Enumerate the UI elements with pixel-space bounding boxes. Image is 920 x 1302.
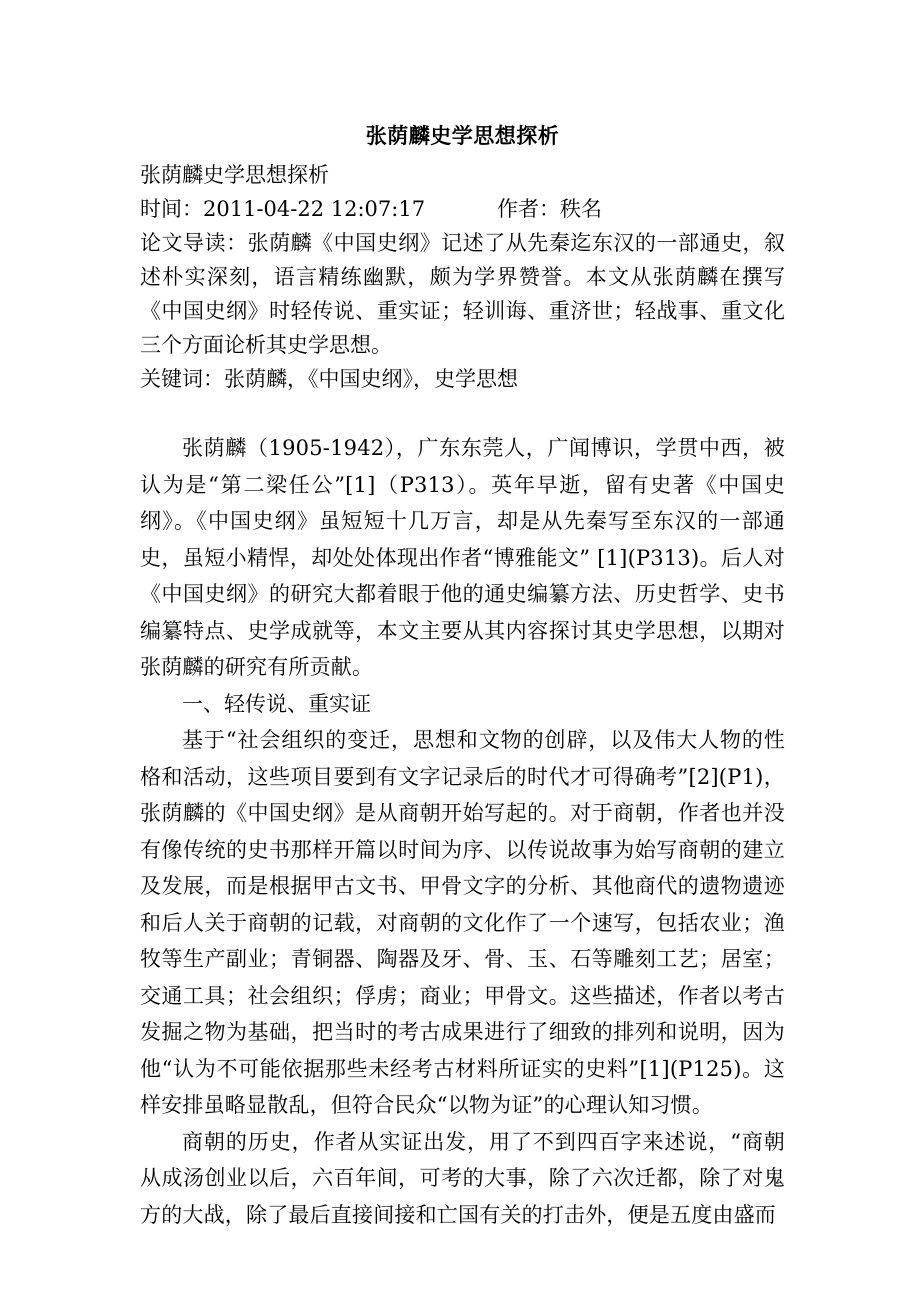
document-subtitle: 张荫麟史学思想探析: [140, 163, 329, 187]
spacer: [140, 396, 785, 430]
publish-time: 时间：2011-04-22 12:07:17: [140, 197, 426, 221]
meta-row: [140, 192, 785, 226]
intro-paragraph: 张荫麟（1905-1942），广东东莞人，广闻博识，学贯中西，被认为是“第二梁任公”[1]（P313）。英年早逝，留有史著《中国史纲》。《中国史纲》虽短短十几万言，却是从先秦写至东汉的一部通史，虽短小精悍，却处处体现出作者“博雅能文” [1](P313)。后人对《中国史纲》的研究大都着眼于他的通史编纂方法、历史哲学、史书编纂特点、史学成就等，本文主要从其内容探讨其史学思想，以期对张荫麟的研究有所贡献。: [140, 436, 785, 679]
document-page: [140, 118, 785, 1233]
section-heading: 一、轻传说、重实证: [182, 691, 371, 716]
keywords: 关键词：张荫麟，《中国史纲》，史学思想: [140, 367, 518, 391]
abstract: 论文导读：张荫麟《中国史纲》记述了从先秦迄东汉的一部通史，叙述朴实深刻，语言精练幽默，颇为学界赞誉。本文从张荫麟在撰写《中国史纲》时轻传说、重实证；轻训诲、重济世；轻战事、重文化三个方面论析其史学思想。: [140, 231, 785, 357]
document-title: 张荫麟史学思想探析: [365, 124, 560, 148]
author: 作者：秩名: [497, 197, 602, 221]
body-paragraph: 基于“社会组织的变迁，思想和文物的创辟，以及伟大人物的性格和活动，这些项目要到有文字记录后的时代才可得确考”[2](P1)，张荫麟的《中国史纲》是从商朝开始写起的。对于商朝，作者也并没有像传统的史书那样开篇以时间为序、以传说故事为始写商朝的建立及发展，而是根据甲古文书、甲骨文字的分析、其他商代的遗物遗迹和后人关于商朝的记载，对商朝的文化作了一个速写，包括农业；渔牧等生产副业；青铜器、陶器及牙、骨、玉、石等雕刻工艺；居室；交通工具；社会组织；俘虏；商业；甲骨文。这些描述，作者以考古发掘之物为基础，把当时的考古成果进行了细致的排列和说明，因为他“认为不可能依据那些未经考古材料所证实的史料”[1](P125)。这样安排虽略显散乱，但符合民众“以物为证”的心理认知习惯。: [140, 728, 785, 1117]
body-paragraph: 商朝的历史，作者从实证出发，用了不到四百字来述说，“商朝从成汤创业以后，六百年间，可考的大事，除了六次迁都，除了对鬼方的大战，除了最后直接间接和亡国有关的打击外，便是五度由盛而: [140, 1129, 785, 1227]
